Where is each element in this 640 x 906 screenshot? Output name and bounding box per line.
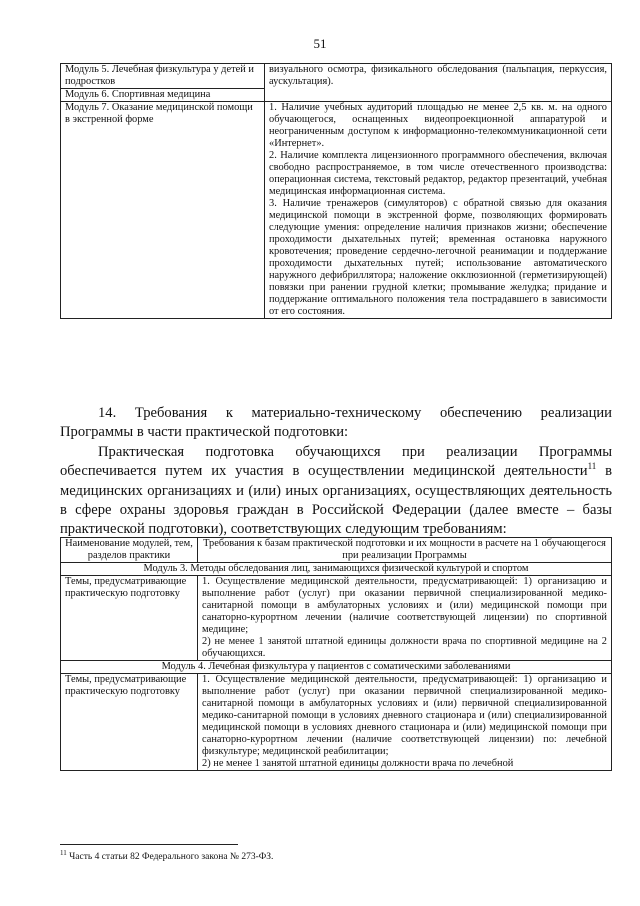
practice-bases-table [60, 537, 612, 771]
topic-cell: Темы, предусматривающие практическую подготовку [61, 576, 198, 661]
footnote-text: Часть 4 статьи 82 Федерального закона № 273-ФЗ. [66, 852, 274, 862]
requirement-cell [198, 576, 612, 661]
paragraph-text: в медицинских организациях и (или) иных организациях, осуществляющих деятельность в сфере охраны здоровья граждан в Российской Федерации (далее вместе – базы практической подготовки), соответствующих следующим требованиям: [60, 463, 612, 538]
table-row [61, 674, 612, 771]
requirement-item: 1. Наличие учебных аудиторий площадью не менее 2,5 кв. м. на одного обучающегося, оснащенных видеопроекционной аппаратурой и неограниченным доступом к информационно-телекоммуникационной сети «Интернет». [269, 102, 607, 149]
paragraph-text: Практическая подготовка обучающихся при реализации Программы обеспечивается путем их участия в осуществлении медицинской деятельности [60, 444, 612, 480]
requirement-cell [265, 102, 612, 319]
requirement-cell: визуального осмотра, физикального обследования (пальпация, перкуссия, аускультация). [265, 64, 612, 102]
resources-table [60, 63, 612, 319]
body-paragraph [60, 443, 612, 539]
module-cell: Модуль 5. Лечебная физкультура у детей и подростков [61, 64, 265, 89]
footnote-number: 11 [60, 848, 67, 857]
page-number: 51 [313, 36, 327, 51]
module-heading: Модуль 3. Методы обследования лиц, занимающихся физической культурой и спортом [61, 563, 612, 576]
requirement-item: 2. Наличие комплекта лицензионного программного обеспечения, включая свободно распространяемое, в том числе отечественного производства: операционная система, текстовый редактор, редактор презентаций, учебная медицинская информационная система. [269, 150, 607, 197]
table-row [61, 563, 612, 576]
requirement-item: 3. Наличие тренажеров (симуляторов) с обратной связью для оказания медицинской помощи в экстренной форме, позволяющих формировать следующие умения: определение наличия признаков жизни; обеспечение проходимости дыхательных путей; временная остановка наружного кровотечения; проведение сердечно-легочной реанимации и поддержание проходимости дыхательных путей; использование автоматического наружного дефибриллятора; наложение окклюзионной (герметизирующей) повязки при ранении грудной клетки; промывание желудка; придание и поддержание оптимального положения тела пострадавшего в зависимости от его состояния. [269, 198, 607, 317]
requirement-item: 2) не менее 1 занятой штатной единицы должности врача по спортивной медицине на 2 обучающихся. [202, 636, 607, 659]
footnote [60, 848, 274, 862]
table-row [61, 102, 612, 319]
module-cell: Модуль 6. Спортивная медицина [61, 89, 265, 102]
topic-cell: Темы, предусматривающие практическую подготовку [61, 674, 198, 771]
module-cell: Модуль 7. Оказание медицинской помощи в экстренной форме [61, 102, 265, 319]
requirement-cell [198, 674, 612, 771]
section-heading: 14. Требования к материально-техническому обеспечению реализации Программы в части практической подготовки: [60, 405, 612, 441]
table-row [61, 661, 612, 674]
module-heading: Модуль 4. Лечебная физкультура у пациентов с соматическими заболеваниями [61, 661, 612, 674]
table-header-row [61, 538, 612, 563]
table-row [61, 64, 612, 89]
footnote-divider [60, 844, 238, 845]
footnote-reference: 11 [587, 461, 597, 472]
column-header: Наименование модулей, тем, разделов практики [61, 538, 198, 563]
requirement-item: 1. Осуществление медицинской деятельности, предусматривающей: 1) организацию и выполнение работ (услуг) при оказании первичной специализированной медико-санитарной помощи в амбулаторных условиях и (или) первичной специализированной медико-санитарной помощи в условиях дневного стационара и (или) специализированной медицинской помощи в условиях дневного стационара и (или) медицинской помощи при санаторно-курортном лечении (наличие соответствующей лицензии) по: лечебной физкультуре; медицинской реабилитации; [202, 674, 607, 757]
requirement-item: 1. Осуществление медицинской деятельности, предусматривающей: 1) организацию и выполнение работ (услуг) при оказании первичной специализированной медико-санитарной помощи в амбулаторных условиях и (или) медицинской помощи при санаторно-курортном лечении (наличие соответствующей лицензии) по спортивной медицине; [202, 576, 607, 635]
requirement-item: 2) не менее 1 занятой штатной единицы должности врача по лечебной [202, 758, 514, 769]
column-header: Требования к базам практической подготовки и их мощности в расчете на 1 обучающегося при реализации Программы [198, 538, 612, 563]
table-row [61, 576, 612, 661]
